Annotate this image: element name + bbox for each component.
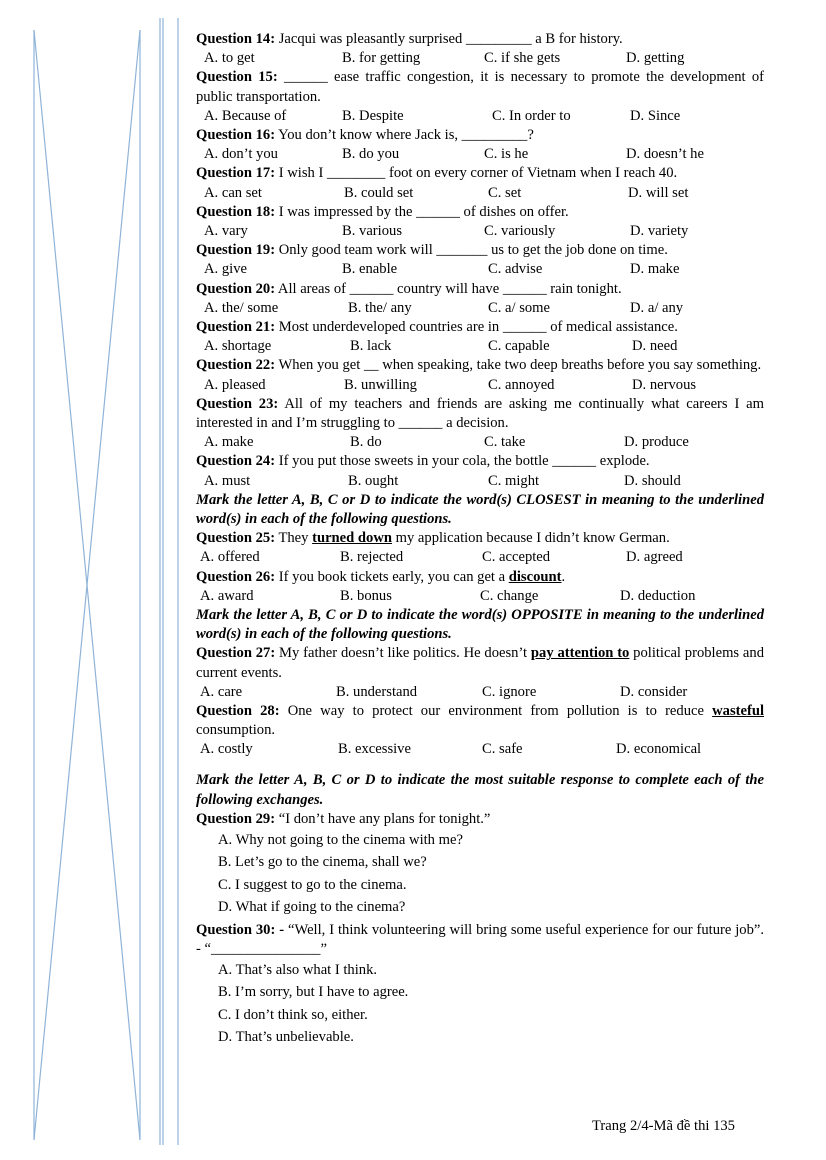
question-text: I was impressed by the ______ of dishes on offer. bbox=[278, 203, 569, 220]
option-c: C. variously bbox=[484, 222, 556, 239]
question-text: Only good team work will _______ us to get the job done on time. bbox=[278, 242, 668, 259]
question-text: All of my teachers and friends are asking me continually what careers I am interested in and I’m struggling to ______ a decision. bbox=[196, 395, 764, 431]
option-c: C. ignore bbox=[482, 683, 537, 700]
option-d: D. agreed bbox=[626, 549, 683, 566]
question-text-after: consumption. bbox=[196, 722, 276, 739]
option-d: D. produce bbox=[624, 434, 689, 451]
option-b: B. Despite bbox=[342, 107, 404, 124]
question-14 bbox=[196, 30, 764, 49]
option-d: D. economical bbox=[616, 741, 702, 758]
option-a: A. the/ some bbox=[204, 299, 279, 316]
question-26 bbox=[196, 568, 764, 587]
option-c: C. accepted bbox=[482, 549, 551, 566]
question-text-after: my application because I didn’t know German. bbox=[391, 530, 670, 547]
question-15 bbox=[196, 68, 764, 106]
option-d: D. getting bbox=[626, 50, 685, 67]
option-a: A. must bbox=[204, 472, 251, 489]
underlined-word: turned down bbox=[312, 530, 392, 547]
question-text-after: political problems and current events. bbox=[196, 645, 764, 681]
option-d: D. consider bbox=[620, 683, 688, 700]
question-28 bbox=[196, 702, 764, 740]
option-d: D. Since bbox=[630, 107, 681, 124]
option-b: B. could set bbox=[344, 184, 414, 201]
question-label: Question 20: bbox=[196, 280, 276, 297]
options-row bbox=[196, 222, 764, 241]
option-b: B. do bbox=[350, 434, 382, 451]
question-label: Question 18: bbox=[196, 203, 276, 220]
option-c: C. take bbox=[484, 434, 526, 451]
underlined-word: discount bbox=[508, 568, 562, 585]
option-a: A. costly bbox=[200, 741, 253, 758]
question-text: When you get __ when speaking, take two deep breaths before you say something. bbox=[278, 357, 762, 374]
option-b: B. I’m sorry, but I have to agree. bbox=[218, 984, 409, 1001]
option-b: B. the/ any bbox=[348, 299, 412, 316]
options-row bbox=[196, 683, 764, 702]
option-a: A. can set bbox=[204, 184, 262, 201]
option-d: D. variety bbox=[630, 222, 689, 239]
question-label: Question 14: bbox=[196, 31, 276, 47]
option-d: D. That’s unbelievable. bbox=[218, 1029, 354, 1046]
options-row bbox=[196, 587, 764, 606]
option-a: A. Why not going to the cinema with me? bbox=[218, 832, 463, 849]
options-row bbox=[196, 260, 764, 279]
option-d: D. doesn’t he bbox=[626, 146, 704, 163]
option-b: B. enable bbox=[342, 261, 398, 278]
option-d: D. nervous bbox=[632, 376, 697, 393]
question-27 bbox=[196, 644, 764, 682]
option-a: A. offered bbox=[200, 549, 260, 566]
exam-content bbox=[196, 30, 764, 1049]
option-c: C. might bbox=[488, 472, 540, 489]
options-row bbox=[196, 433, 764, 452]
option-b: B. excessive bbox=[338, 741, 411, 758]
question-24 bbox=[196, 452, 764, 471]
question-label: Question 23: bbox=[196, 395, 279, 412]
instruction-response: Mark the letter A, B, C or D to indicate the most suitable response to complete each of the following exchanges. bbox=[196, 772, 764, 808]
option-a: A. make bbox=[204, 434, 254, 451]
question-text: ______ ease traffic congestion, it is necessary to promote the development of public transportation. bbox=[196, 69, 764, 105]
question-21 bbox=[196, 318, 764, 337]
question-text-before: One way to protect our environment from pollution is to reduce bbox=[287, 702, 713, 719]
option-d: D. should bbox=[624, 472, 681, 489]
option-b: B. understand bbox=[336, 683, 418, 700]
option-c: C. annoyed bbox=[488, 376, 555, 393]
option-a: A. give bbox=[204, 261, 247, 278]
question-label: Question 29: bbox=[196, 810, 276, 827]
option-c: C. a/ some bbox=[488, 299, 551, 316]
options-row bbox=[196, 145, 764, 164]
option-d: D. a/ any bbox=[630, 299, 684, 316]
option-a: A. award bbox=[200, 587, 254, 604]
question-label: Question 26: bbox=[196, 568, 276, 585]
page-footer: Trang 2/4-Mã đề thi 135 bbox=[592, 1118, 735, 1134]
question-text: “I don’t have any plans for tonight.” bbox=[278, 810, 491, 827]
instruction-closest: Mark the letter A, B, C or D to indicate the word(s) CLOSEST in meaning to the underlined word(s) in each of the following questions. bbox=[196, 491, 764, 527]
question-text: Jacqui was pleasantly surprised _________ a B for history. bbox=[278, 31, 623, 47]
question-23 bbox=[196, 395, 764, 433]
option-a: A. shortage bbox=[204, 338, 272, 355]
option-d: D. deduction bbox=[620, 587, 696, 604]
option-c: C. In order to bbox=[492, 107, 571, 124]
options-row bbox=[196, 472, 764, 491]
option-a: A. to get bbox=[204, 50, 255, 67]
option-c: C. is he bbox=[484, 146, 529, 163]
question-29 bbox=[196, 810, 764, 829]
underlined-word: wasteful bbox=[712, 702, 764, 719]
question-16 bbox=[196, 126, 764, 145]
question-label: Question 21: bbox=[196, 318, 276, 335]
option-b: B. Let’s go to the cinema, shall we? bbox=[218, 854, 427, 871]
option-c: C. I don’t think so, either. bbox=[218, 1006, 368, 1023]
question-label: Question 16: bbox=[196, 126, 276, 143]
option-d: D. What if going to the cinema? bbox=[218, 899, 406, 916]
option-d: D. make bbox=[630, 261, 680, 278]
spacer bbox=[196, 759, 764, 771]
option-c: C. advise bbox=[488, 261, 543, 278]
option-d: D. will set bbox=[628, 184, 689, 201]
option-c: C. capable bbox=[488, 338, 550, 355]
question-label: Question 19: bbox=[196, 242, 276, 259]
question-30 bbox=[196, 921, 764, 959]
underlined-word: pay attention to bbox=[530, 645, 630, 662]
option-a: A. pleased bbox=[204, 376, 266, 393]
option-b: B. unwilling bbox=[344, 376, 417, 393]
options-row bbox=[196, 107, 764, 126]
question-label: Question 27: bbox=[196, 645, 276, 662]
options-row bbox=[196, 49, 764, 68]
question-label: Question 22: bbox=[196, 357, 276, 374]
option-c: C. change bbox=[480, 587, 539, 604]
question-label: Question 30: - bbox=[196, 921, 285, 938]
question-18 bbox=[196, 203, 764, 222]
option-a: A. Because of bbox=[204, 107, 287, 124]
option-a: A. care bbox=[200, 683, 243, 700]
instruction-opposite: Mark the letter A, B, C or D to indicate the word(s) OPPOSITE in meaning to the underlined word(s) in each of the following questions. bbox=[196, 606, 764, 643]
options-row bbox=[196, 740, 764, 759]
question-text: If you put those sweets in your cola, the bottle ______ explode. bbox=[278, 453, 650, 470]
options-row bbox=[196, 376, 764, 395]
question-label: Question 15: bbox=[196, 69, 278, 86]
option-c: C. if she gets bbox=[484, 50, 561, 67]
option-b: B. for getting bbox=[342, 50, 421, 67]
question-text-after: . bbox=[561, 568, 566, 585]
question-label: Question 17: bbox=[196, 165, 276, 182]
options-row bbox=[196, 184, 764, 203]
option-d: D. need bbox=[632, 338, 678, 355]
option-b: B. lack bbox=[350, 338, 392, 355]
question-17 bbox=[196, 164, 764, 183]
option-c: C. I suggest to go to the cinema. bbox=[218, 876, 407, 893]
option-b: B. ought bbox=[348, 472, 399, 489]
question-text: Most underdeveloped countries are in ______ of medical assistance. bbox=[278, 318, 678, 335]
question-text-before: They bbox=[278, 530, 313, 547]
option-c: C. safe bbox=[482, 741, 523, 758]
question-19 bbox=[196, 241, 764, 260]
option-a: A. don’t you bbox=[204, 146, 278, 163]
question-text: “Well, I think volunteering will bring some useful experience for our future job”. - “_______________” bbox=[196, 921, 764, 957]
question-label: Question 24: bbox=[196, 453, 276, 470]
question-text: You don’t know where Jack is, _________? bbox=[278, 126, 534, 143]
option-b: B. rejected bbox=[340, 549, 404, 566]
question-label: Question 28: bbox=[196, 702, 280, 719]
option-a: A. vary bbox=[204, 222, 248, 239]
question-22 bbox=[196, 356, 764, 375]
option-a: A. That’s also what I think. bbox=[218, 962, 378, 979]
question-label: Question 25: bbox=[196, 530, 276, 547]
option-b: B. various bbox=[342, 222, 402, 239]
options-row bbox=[196, 548, 764, 567]
option-c: C. set bbox=[488, 184, 522, 201]
options-row bbox=[196, 299, 764, 318]
option-b: B. bonus bbox=[340, 587, 392, 604]
question-20 bbox=[196, 280, 764, 299]
options-row bbox=[196, 337, 764, 356]
question-text: I wish I ________ foot on every corner of Vietnam when I reach 40. bbox=[278, 165, 678, 182]
question-text: All areas of ______ country will have ______ rain tonight. bbox=[277, 280, 622, 297]
question-text-before: My father doesn’t like politics. He doesn’t bbox=[279, 645, 531, 662]
question-25 bbox=[196, 529, 764, 548]
question-text-before: If you book tickets early, you can get a bbox=[278, 568, 509, 585]
option-b: B. do you bbox=[342, 146, 400, 163]
